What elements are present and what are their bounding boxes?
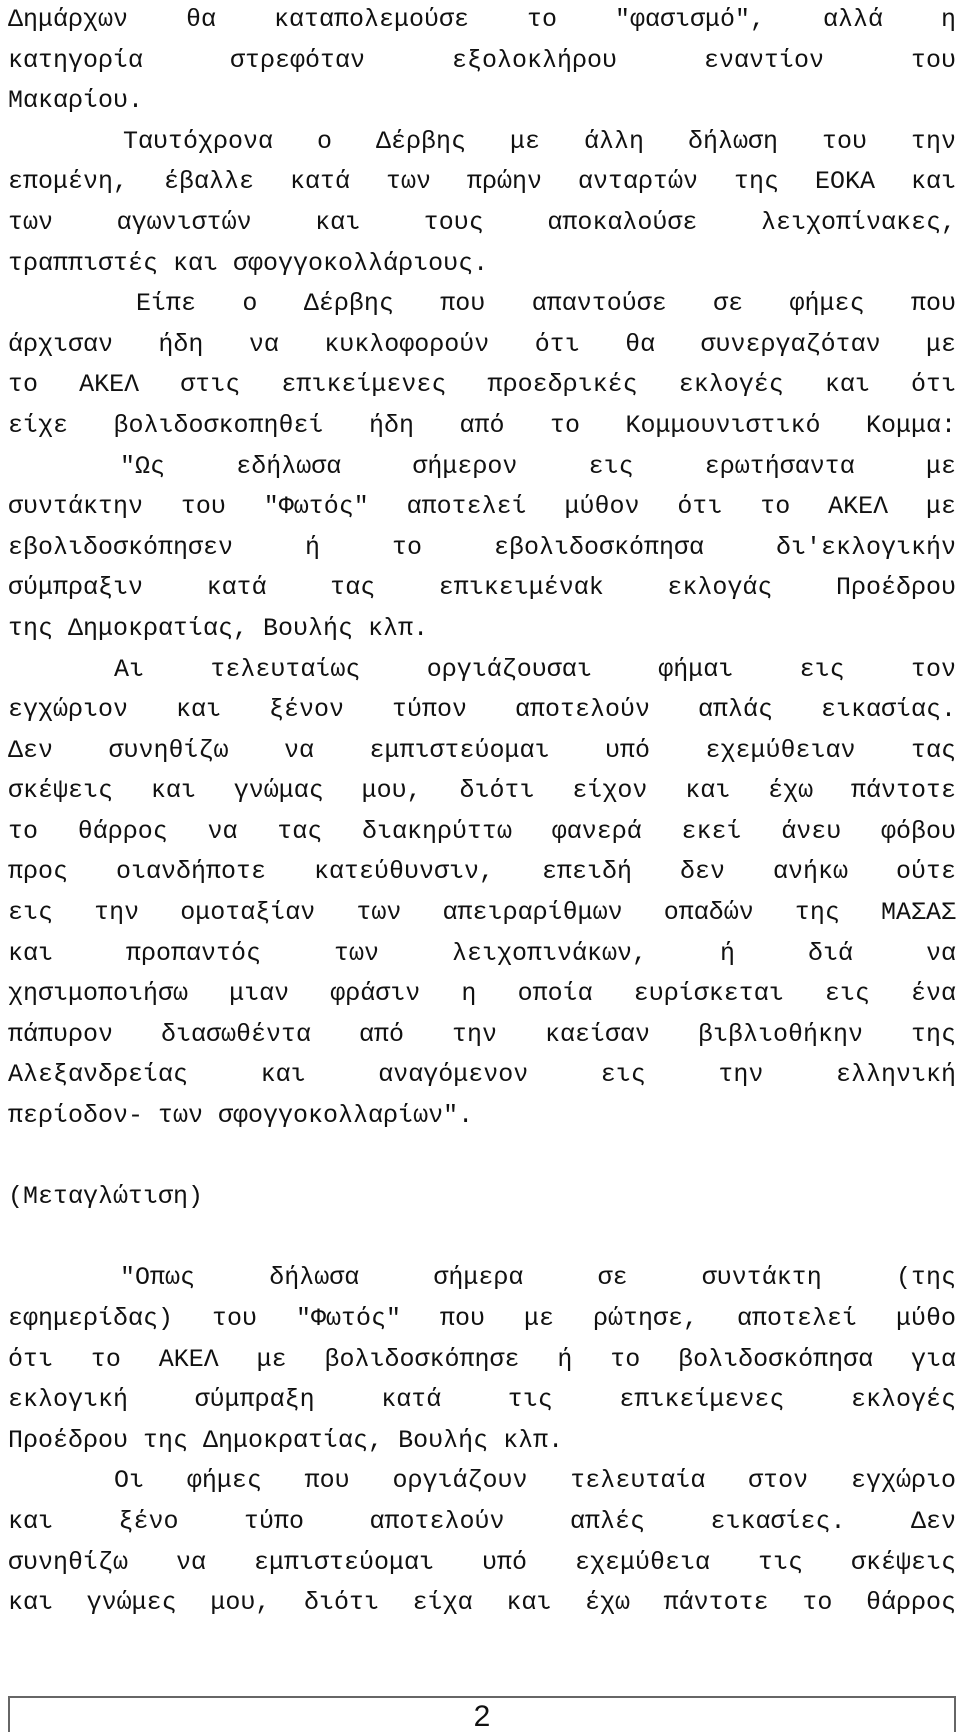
text-line: "Ως εδήλωσα σήμερον εις ερωτήσαντα με xyxy=(120,451,956,481)
text-line: συνηθίζω να εμπιστεύομαι υπό εχεμύθεια τις σκέψεις xyxy=(8,1547,956,1577)
text-line: άρχισαν ήδη να κυκλοφορούν ότι θα συνεργαζόταν με xyxy=(8,329,956,359)
text-line: σύμπραξιν κατά τας επικειμέναk εκλογάς Προέδρου xyxy=(8,573,956,603)
text-line: Οι φήμες που οργιάζουν τελευταία στον εγχώριο xyxy=(114,1466,956,1496)
text-line: χησιμοποιήσω μιαν φράσιν η οποία ευρίσκεται εις ένα xyxy=(8,979,956,1009)
section-heading: (Μεταγλώτιση) xyxy=(8,1182,204,1212)
document-page xyxy=(8,0,956,1736)
text-line: και ξένο τύπο αποτελούν απλές εικασίες. Δεν xyxy=(8,1506,956,1536)
text-line: εγχώριον και ξένον τύπον αποτελούν απλάς εικασίας. xyxy=(8,695,956,725)
page-number: 2 xyxy=(473,1700,491,1733)
document-body xyxy=(8,0,956,1624)
text-line: προς οιανδήποτε κατεύθυνσιν, επειδή δεν ανήκω ούτε xyxy=(8,857,956,887)
paragraph-spacer xyxy=(8,1137,956,1178)
text-line: των αγωνιστών και τους αποκαλούσε λειχοπίνακες, xyxy=(8,207,956,237)
text-line: Δεν συνηθίζω να εμπιστεύομαι υπό εχεμύθειαν τας xyxy=(8,735,956,765)
text-line: εφημερίδας) του "Φωτός" που με ρώτησε, αποτελεί μύθο xyxy=(8,1304,956,1333)
text-line: εις την ομοταξίαν των απειραρίθμων οπαδών της ΜΑΣΑΣ xyxy=(8,898,956,928)
text-line: το θάρρος να τας διακηρύττω φανερά εκεί άνευ φόβου xyxy=(8,816,956,846)
text-line: Αι τελευταίως οργιάζουσαι φήμαι εις τον xyxy=(114,654,956,684)
text-line: επομένη, έβαλλε κατά των πρώην ανταρτών της ΕΟΚΑ και xyxy=(8,167,956,197)
text-line: της Δημοκρατίας, Βουλής κλπ. xyxy=(8,613,429,643)
text-line: "Οπως δήλωσα σήμερα σε συντάκτη (της xyxy=(120,1263,956,1293)
text-line: και γνώμες μου, διότι είχα και έχω πάντοτε το θάρρος xyxy=(8,1588,956,1618)
text-line: το ΑΚΕΛ στις επικείμενες προεδρικές εκλογές και ότι xyxy=(8,370,956,400)
text-line: τραππιστές και σφογγοκολλάριους. xyxy=(8,248,489,278)
text-line: Είπε ο Δέρβης που απαντούσε σε φήμες που xyxy=(136,289,956,319)
page-footer xyxy=(8,1696,956,1732)
text-line: Μακαρίου. xyxy=(8,86,144,116)
text-line: και προπαντός των λειχοπινάκων, ή διά να xyxy=(8,938,956,968)
text-line: Προέδρου της Δημοκρατίας, Βουλής κλπ. xyxy=(8,1425,564,1455)
text-line: είχε βολιδοσκοπηθεί ήδη από το Κομμουνιστικό Κομμα: xyxy=(8,410,956,440)
text-line: εκλογική σύμπραξη κατά τις επικείμενες εκλογές xyxy=(8,1385,956,1415)
text-line: Ταυτόχρονα ο Δέρβης με άλλη δήλωση του την xyxy=(123,126,956,156)
paragraph-spacer xyxy=(8,1218,956,1259)
text-line: Αλεξανδρείας και αναγόμενον εις την ελληνική xyxy=(8,1060,956,1090)
text-line: κατηγορία στρεφόταν εξολοκλήρου εναντίον του xyxy=(8,45,956,75)
text-line: ότι το ΑΚΕΛ με βολιδοσκόπησε ή το βολιδοσκόπησα για xyxy=(8,1344,956,1374)
text-line: σκέψεις και γνώμας μου, διότι είχον και έχω πάντοτε xyxy=(8,776,956,806)
text-line: περίοδον- των σφογγοκολλαρίων". xyxy=(8,1101,474,1131)
text-line: πάπυρον διασωθέντα από την καείσαν βιβλιοθήκην της xyxy=(8,1019,956,1049)
text-line: Δημάρχων θα καταπολεμούσε το "φασισμό", αλλά η xyxy=(8,5,956,34)
text-line: εβολιδοσκόπησεν ή το εβολιδοσκόπησα δι'εκλογικήν xyxy=(8,532,956,562)
text-line: συντάκτην του "Φωτός" αποτελεί μύθον ότι το ΑΚΕΛ με xyxy=(8,492,956,522)
